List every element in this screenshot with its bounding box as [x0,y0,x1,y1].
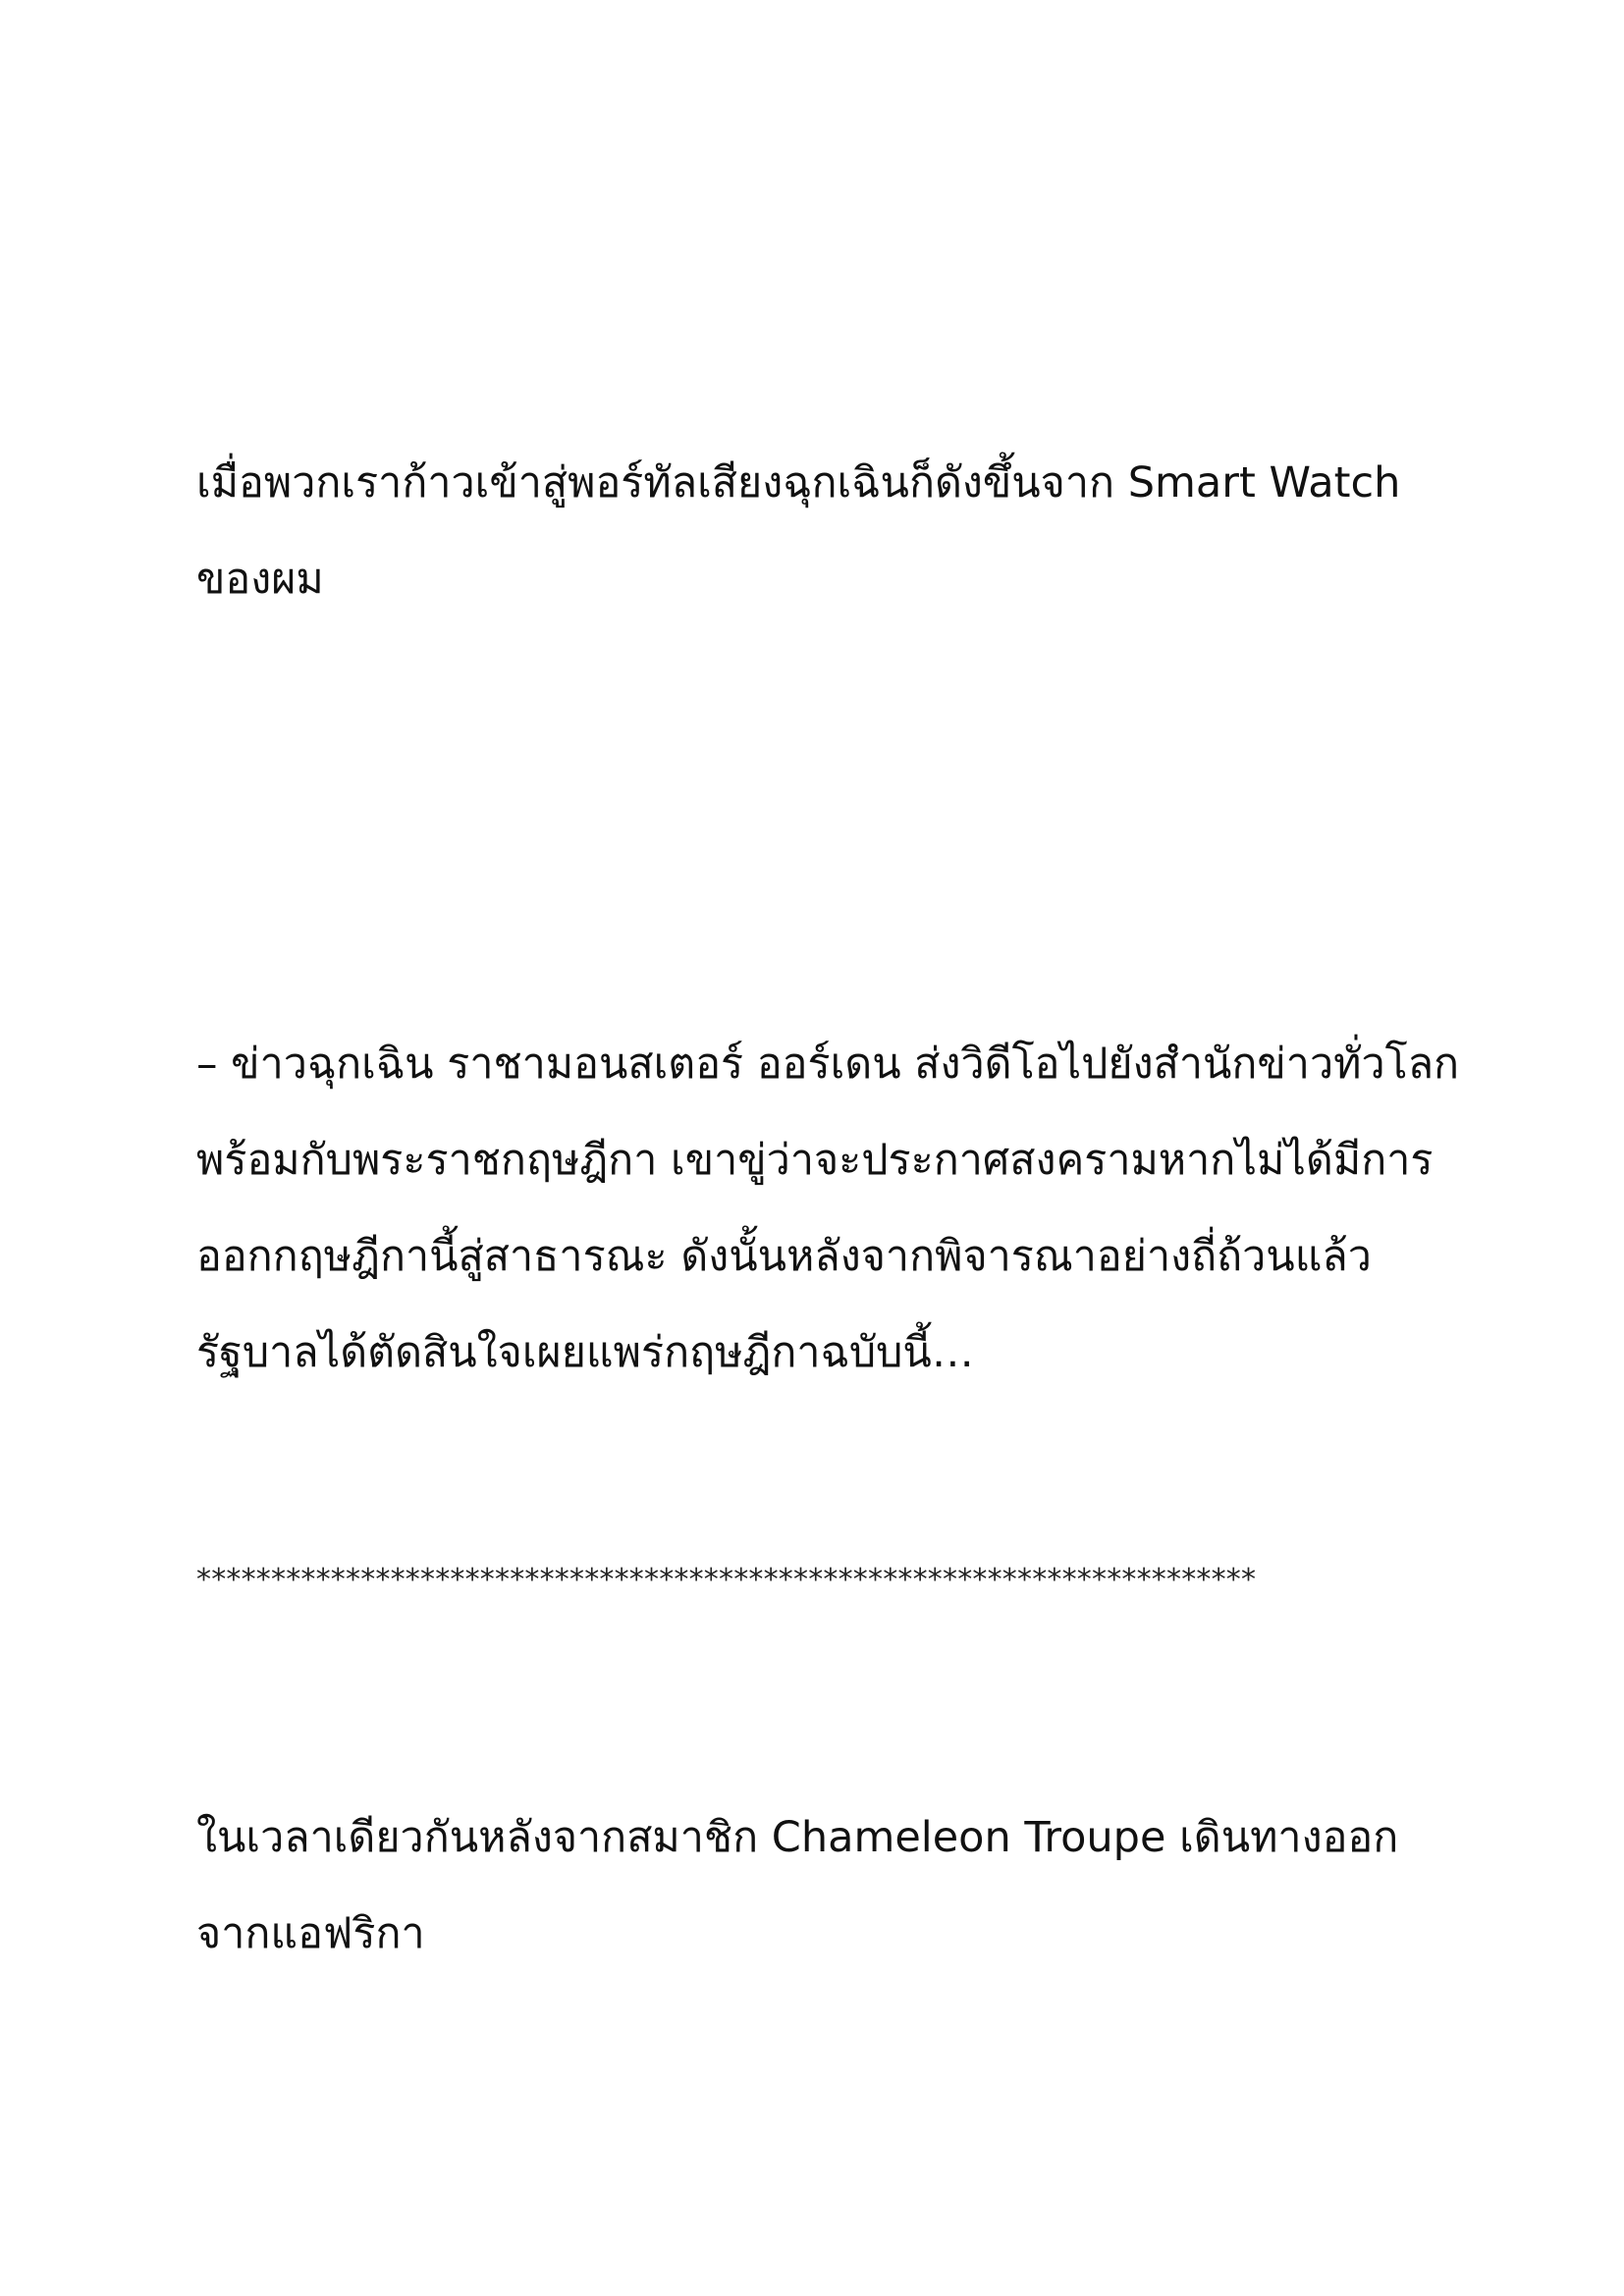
section-separator: *********************************************************************** [196,1563,1257,1597]
text-line: ของผม [196,555,324,604]
text-line: จากแอฟริกา [196,1909,425,1958]
paragraph-smart-watch [196,435,1473,627]
text-line: – ข่าวฉุกเฉิน ราชามอนสเตอร์ ออร์เดน ส่งวิดีโอไปยังสำนักข่าวทั่วโลก [196,1040,1460,1089]
text-line: รัฐบาลได้ตัดสินใจเผยแพร่กฤษฎีกาฉบับนี้… [196,1328,974,1377]
paragraph-chameleon-troupe [196,1789,1473,1982]
text-line: ในเวลาเดียวกันหลังจากสมาชิก Chameleon Troupe เดินทางออก [196,1813,1399,1862]
text-line: ออกกฤษฎีกานี้สู่สาธารณะ ดังนั้นหลังจากพิจารณาอย่างถี่ถ้วนแล้ว [196,1232,1372,1281]
paragraph-emergency-news [196,1016,1473,1401]
text-line: พร้อมกับพระราชกฤษฎีกา เขาขู่ว่าจะประกาศสงครามหากไม่ได้มีการ [196,1136,1434,1185]
text-line: เมื่อพวกเราก้าวเข้าสู่พอร์ทัลเสียงฉุกเฉินก็ดังขึ้นจาก Smart Watch [196,458,1401,507]
